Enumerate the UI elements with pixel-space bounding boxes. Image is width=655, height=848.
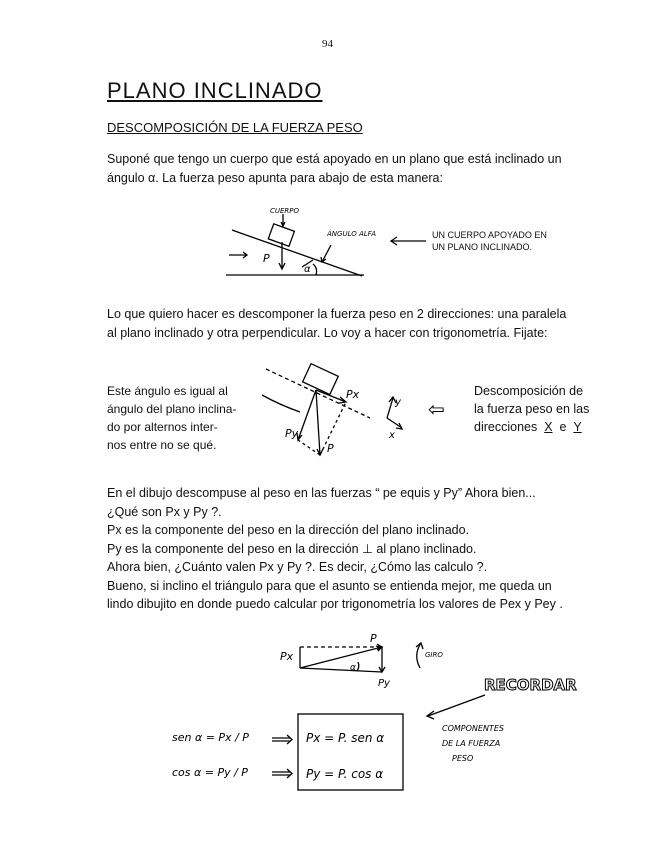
componentes-line-2: DE LA FUERZA [442,739,501,748]
right-note-line: la fuerza peso en las [474,402,590,416]
axis-y-label: Y [573,420,582,434]
formula-box [298,714,403,790]
paragraph-2 [107,305,607,342]
right-note-line: Descomposición de [474,384,584,398]
para3-line-4: Py es la componente del peso en la dirección ⊥ al plano inclinado. [107,541,477,556]
fig2-x-label: x [389,430,395,441]
box-line-1: Px = P. sen α [306,731,385,745]
fig2-p-label: P [327,442,334,455]
fig1-caption-line-1: UN CUERPO APOYADO EN [432,230,547,240]
giro-arrow [417,643,421,668]
intro-paragraph [107,150,607,187]
axis-y [387,398,393,418]
fig2-py-label: Py [285,427,299,440]
fig1-angulo-label: ÁNGULO ALFA [327,230,377,238]
para2-line-1: Lo que quiero hacer es descomponer la fuerza peso en 2 direcciones: una paralela [107,307,567,321]
page-number: 94 [322,38,333,50]
conj-label: e [559,420,567,434]
para3-line-5: Ahora bien, ¿Cuánto valen Px y Py ?. Es decir, ¿Cómo las calculo ?. [107,560,488,574]
fig1-alpha-label: α [304,264,311,275]
axis-x [387,418,402,428]
componentes-line-1: COMPONENTES [442,724,504,733]
fig2-left-note [107,382,247,454]
fig1-p-label: P [263,252,270,265]
fig3-py-label: Py [378,678,390,689]
section-subtitle: DESCOMPOSICIÓN DE LA FUERZA PESO [107,120,363,135]
sen-formula: sen α = Px / P [172,731,249,744]
curve-line [262,395,300,412]
fig3-giro-label: GIRO [425,651,443,659]
recordar-arrow [428,695,485,716]
para3-line-6: Bueno, si inclino el triángulo para que el asunto se entienda mejor, me queda un [107,578,552,593]
left-note-line: ángulo del plano inclina- [107,402,237,416]
fig3-p-label: P [370,632,377,645]
recordar-stamp: RECORDAR [484,676,577,694]
fig2-y-label: y [395,397,401,408]
fig1-cuerpo-label: CUERPO [270,207,300,215]
px-arrow [316,390,346,402]
right-note-text: direcciones [474,420,538,434]
body-block [268,224,294,247]
para3-line-7: lindo dibujito en donde puedo calcular por trigonometría los valores de Pex y Pey . [107,597,563,611]
plane-line [232,230,362,276]
intro-line-1: Suponé que tengo un cuerpo que está apoyado en un plano que está inclinado un [107,152,562,166]
fig1-caption [432,229,547,253]
triangle-p [300,647,382,668]
paragraph-3 [107,484,607,614]
para3-line-2: ¿Qué son Px y Py ?. [107,504,222,519]
fig2-right-note [474,382,614,436]
py-arrow [298,390,316,440]
para2-line-2: al plano inclinado y otra perpendicular. Lo voy a hacer con trigonometría. Fijate: [107,325,548,340]
right-note-line [474,418,614,436]
para3-line-1: En el dibujo descompuse al peso en las fuerzas “ pe equis y Py” Ahora bien... [107,486,536,500]
cos-formula: cos α = Py / P [172,766,248,779]
left-note-line: do por alternos inter- [107,420,218,434]
fig2-px-label: Px [346,388,360,401]
page-title: PLANO INCLINADO [107,78,323,103]
intro-line-2: ángulo α. La fuerza peso apunta para abajo de esta manera: [107,170,443,185]
para3-line-3: Px es la componente del peso en la dirección del plano inclinado. [107,523,470,537]
fig2-arrow: ⇦ [428,399,445,421]
p-arrow [316,390,320,455]
fig1-caption-line-2: UN PLANO INCLINADO. [432,242,533,252]
inclined-plane-drawing [226,214,426,276]
box-line-2: Py = P. cos α [306,767,384,781]
fig3-px-label: Px [280,650,294,663]
block-2 [303,364,339,395]
axis-x-label: X [544,420,553,434]
incline-dashed [266,369,370,418]
fig3-alpha-label: α [350,663,356,673]
left-note-line: nos entre no se qué. [107,438,217,452]
componentes-line-3: PESO [452,754,474,763]
left-note-line: Este ángulo es igual al [107,384,228,398]
